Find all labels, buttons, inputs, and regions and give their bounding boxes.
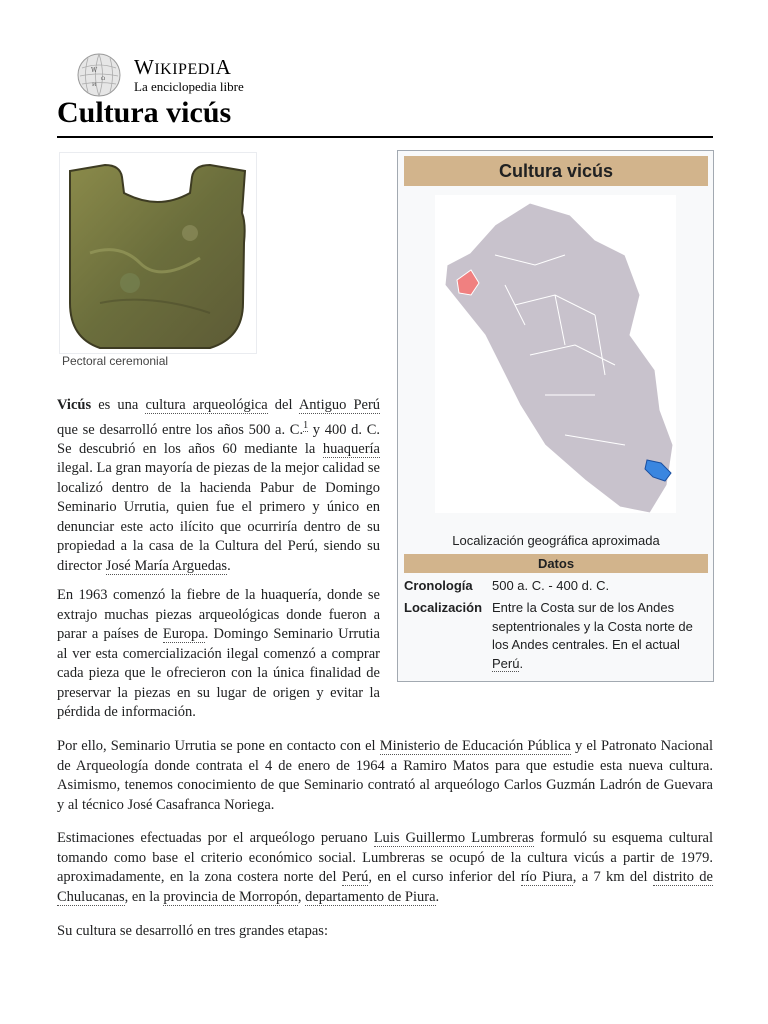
infobox-title: Cultura vicús xyxy=(404,156,708,186)
link-ministerio-educacion[interactable]: Ministerio de Educación Pública xyxy=(379,738,571,754)
paragraph-intro: Vicús es una cultura arqueológica del Antiguo Perú que se desarrolló entre los años 500 a. C.$^1$ y 400 d. C. Se descubrió en los años 60 mediante la huaquería ilegal. La gran mayoría de piezas de la mejor calidad se localizó dentro de la hacienda Pabur de Domingo Seminario Urrutia, quien fue el primero y único en denunciar este acto ilícito que ocurriría dentro de su propiedad a la casa de la Cultura del Perú, siendo su director José María Arguedas. xyxy=(57,397,381,574)
paragraph-1963: En 1963 comenzó la fiebre de la huaquería, donde se extrajo muchas piezas arqueológicas donde fueron a parar a países de Europa. Domingo Seminario Urrutia al ver esta comercialización ilegal comenzó a comprar cada pieza que le ofrecieron con la única finalidad de preservar la piezas en su lugar de origen y evitar la pérdida de información. xyxy=(57,587,380,720)
link-huaqueria[interactable]: huaquería xyxy=(322,440,380,457)
reference-1[interactable]: 1 xyxy=(303,419,309,431)
chronology-value: 500 a. C. - 400 d. C. xyxy=(492,578,610,593)
svg-text:И: И xyxy=(92,82,97,88)
paragraph-seminario: Por ello, Seminario Urrutia se pone en contacto con el Ministerio de Educación Pública y el Patronato Nacional de Arqueología donde contrata el 4 de enero de 1964 a Ramiro Matos para que estudie esta nueva cultura. Asimismo, tenemos conocimiento de que Seminario contrató al arqueólogo Carlos Guzmán Ladrón de Guevara y al técnico José Casafranca Noriega. xyxy=(57,738,713,813)
peru-location-map[interactable] xyxy=(435,195,676,513)
wikipedia-globe-logo[interactable] xyxy=(74,52,124,98)
link-antiguo-peru[interactable]: Antiguo Perú xyxy=(298,397,381,413)
link-europa[interactable]: Europa xyxy=(162,626,205,642)
pectoral-image[interactable] xyxy=(59,152,257,354)
paragraph-etapas: Su cultura se desarrolló en tres grandes etapas: xyxy=(57,923,328,939)
figure-caption: Pectoral ceremonial xyxy=(62,354,169,368)
link-cultura-arqueologica[interactable]: cultura arqueológica xyxy=(145,397,268,413)
link-rio-piura[interactable]: río Piura xyxy=(520,869,573,885)
wikipedia-wordmark[interactable]: WIKIPEDIA xyxy=(134,55,232,79)
infobox-section-header: Datos xyxy=(404,554,708,573)
link-luis-guillermo-lumbreras[interactable]: Luis Guillermo Lumbreras xyxy=(373,830,535,846)
svg-text:W: W xyxy=(91,67,98,74)
tagline: La enciclopedia libre xyxy=(134,79,244,94)
location-value: Entre la Costa sur de los Andes septentrionales y la Costa norte de los Andes centrales. En el actual Perú. xyxy=(492,600,693,671)
link-peru[interactable]: Perú xyxy=(492,655,520,671)
link-provincia-morropon[interactable]: provincia de Morropón xyxy=(163,888,298,905)
link-departamento-piura[interactable]: departamento de Piura xyxy=(305,888,436,905)
svg-text:Ω: Ω xyxy=(101,76,106,82)
location-label: Localización xyxy=(404,600,483,615)
title-divider xyxy=(57,136,713,138)
link-distrito-chulucanas[interactable]: distrito de Chulucanas xyxy=(57,869,713,905)
link-peru-2[interactable]: Perú xyxy=(341,869,369,885)
paragraph-lumbreras: Estimaciones efectuadas por el arqueólogo peruano Luis Guillermo Lumbreras formuló su esquema cultural tomando como base el criterio económico social. Lumbreras se ocupó de la cultura vicús a partir de 1979. aproximadamente, en la zona costera norte del Perú, en el curso inferior del río Piura, a 7 km del distrito de Chulucanas, en la provincia de Morropón, departamento de Piura. xyxy=(57,830,714,905)
map-caption: Localización geográfica aproximada xyxy=(452,533,660,548)
page-title: Cultura vicús xyxy=(57,96,232,129)
pectoral-figure xyxy=(57,150,257,372)
chronology-label: Cronología xyxy=(404,578,473,593)
link-jose-maria-arguedas[interactable]: José María Arguedas xyxy=(105,557,228,574)
infobox xyxy=(397,150,714,682)
